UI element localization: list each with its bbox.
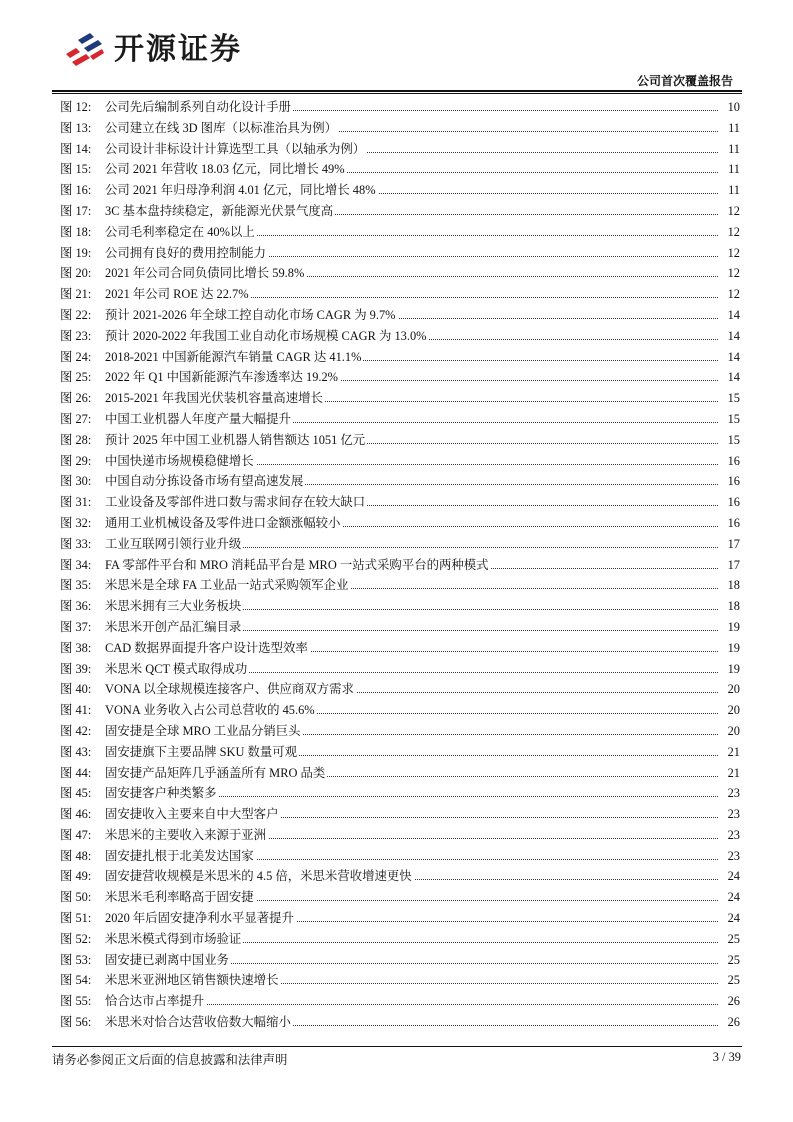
- toc-figure-number: 图 22:: [60, 307, 92, 322]
- toc-entry[interactable]: [60, 451, 740, 472]
- toc-figure-number: 图 48:: [60, 848, 92, 863]
- toc-figure-number: 图 41:: [60, 703, 92, 718]
- toc-figure-title[interactable]: VONA 业务收入占公司总营收的 45.6%: [105, 700, 317, 721]
- toc-entry[interactable]: [60, 222, 740, 243]
- toc-figure-number: 图 33:: [60, 536, 92, 551]
- toc-page-number: 15: [718, 409, 740, 430]
- toc-page-number: 12: [718, 243, 740, 264]
- toc-figure-number: 图 19:: [60, 245, 92, 260]
- toc-page-number: 24: [718, 887, 740, 908]
- toc-page-number: 23: [718, 825, 740, 846]
- toc-figure-number: 图 15:: [60, 162, 92, 177]
- toc-entry[interactable]: [60, 97, 740, 118]
- toc-entry[interactable]: [60, 347, 740, 368]
- toc-page-number: 25: [718, 970, 740, 991]
- toc-figure-title[interactable]: 米思米模式得到市场验证: [105, 929, 243, 950]
- toc-figure-number: 图 44:: [60, 765, 92, 780]
- toc-entry[interactable]: [60, 679, 740, 700]
- toc-page-number: 26: [718, 1012, 740, 1033]
- toc-entry[interactable]: [60, 742, 740, 763]
- toc-entry[interactable]: [60, 180, 740, 201]
- toc-entry[interactable]: [60, 263, 740, 284]
- toc-figure-title[interactable]: 中国快递市场规模稳健增长: [105, 451, 256, 472]
- toc-page-number: 23: [718, 783, 740, 804]
- toc-page-number: 21: [718, 763, 740, 784]
- toc-figure-title[interactable]: 2020 年后固安捷净利水平显著提升: [105, 908, 296, 929]
- toc-entry[interactable]: [60, 305, 740, 326]
- toc-page-number: 19: [718, 659, 740, 680]
- toc-figure-title[interactable]: 公司建立在线 3D 图库（以标准治具为例）: [105, 118, 339, 139]
- toc-figure-number: 图 53:: [60, 952, 92, 967]
- toc-figure-number: 图 26:: [60, 391, 92, 406]
- toc-page-number: 14: [718, 326, 740, 347]
- toc-figure-title[interactable]: 中国自动分拣设备市场有望高速发展: [105, 471, 305, 492]
- toc-page-number: 17: [718, 555, 740, 576]
- toc-entry[interactable]: [60, 804, 740, 825]
- toc-page-number: 25: [718, 929, 740, 950]
- toc-figure-number: 图 35:: [60, 578, 92, 593]
- toc-page-number: 18: [718, 575, 740, 596]
- toc-entry[interactable]: [60, 763, 740, 784]
- toc-entry[interactable]: [60, 721, 740, 742]
- toc-page-number: 14: [718, 347, 740, 368]
- brand-logo: [62, 28, 282, 72]
- header-divider: [52, 90, 742, 92]
- toc-figure-number: 图 55:: [60, 994, 92, 1009]
- toc-figure-number: 图 49:: [60, 869, 92, 884]
- toc-figure-number: 图 13:: [60, 120, 92, 135]
- toc-figure-number: 图 50:: [60, 890, 92, 905]
- toc-figure-title[interactable]: 通用工业机械设备及零件进口金额涨幅较小: [105, 513, 342, 534]
- toc-figure-title[interactable]: 固安捷营收规模是米思米的 4.5 倍，米思米营收增速更快: [105, 866, 414, 887]
- toc-entry[interactable]: [60, 825, 740, 846]
- figure-table-of-contents: [60, 97, 740, 1033]
- toc-page-number: 24: [718, 866, 740, 887]
- toc-page-number: 21: [718, 742, 740, 763]
- toc-page-number: 12: [718, 263, 740, 284]
- toc-figure-title[interactable]: 公司毛利率稳定在 40%以上: [105, 222, 257, 243]
- toc-figure-number: 图 29:: [60, 453, 92, 468]
- toc-figure-title[interactable]: 米思米开创产品汇编目录: [105, 617, 243, 638]
- toc-entry[interactable]: [60, 866, 740, 887]
- toc-figure-number: 图 37:: [60, 619, 92, 634]
- toc-figure-number: 图 32:: [60, 515, 92, 530]
- toc-figure-title[interactable]: 工业设备及零部件进口数与需求间存在较大缺口: [105, 492, 367, 513]
- toc-page-number: 16: [718, 513, 740, 534]
- toc-figure-title[interactable]: 米思米拥有三大业务板块: [105, 596, 243, 617]
- toc-figure-number: 图 20:: [60, 266, 92, 281]
- toc-figure-number: 图 27:: [60, 411, 92, 426]
- toc-figure-number: 图 43:: [60, 744, 92, 759]
- toc-page-number: 19: [718, 617, 740, 638]
- toc-figure-number: 图 46:: [60, 807, 92, 822]
- toc-figure-number: 图 24:: [60, 349, 92, 364]
- toc-figure-number: 图 21:: [60, 287, 92, 302]
- toc-entry[interactable]: [60, 555, 740, 576]
- toc-entry[interactable]: [60, 575, 740, 596]
- toc-page-number: 14: [718, 367, 740, 388]
- toc-entry[interactable]: [60, 617, 740, 638]
- toc-entry[interactable]: [60, 991, 740, 1012]
- toc-figure-title[interactable]: 固安捷客户种类繁多: [105, 783, 219, 804]
- toc-figure-title[interactable]: CAD 数据界面提升客户设计选型效率: [105, 638, 310, 659]
- toc-page-number: 23: [718, 804, 740, 825]
- toc-page-number: 23: [718, 846, 740, 867]
- toc-entry[interactable]: [60, 950, 740, 971]
- toc-figure-number: 图 17:: [60, 203, 92, 218]
- toc-entry[interactable]: [60, 929, 740, 950]
- toc-figure-title[interactable]: 米思米 QCT 模式取得成功: [105, 659, 249, 680]
- toc-entry[interactable]: [60, 596, 740, 617]
- toc-page-number: 12: [718, 201, 740, 222]
- toc-entry[interactable]: [60, 159, 740, 180]
- toc-page-number: 24: [718, 908, 740, 929]
- toc-entry[interactable]: [60, 409, 740, 430]
- toc-figure-title[interactable]: 2021 年公司合同负债同比增长 59.8%: [105, 263, 306, 284]
- toc-figure-number: 图 23:: [60, 328, 92, 343]
- toc-entry[interactable]: [60, 139, 740, 160]
- toc-figure-number: 图 12:: [60, 100, 92, 114]
- toc-page-number: 11: [718, 139, 740, 160]
- toc-figure-title[interactable]: 米思米的主要收入来源于亚洲: [105, 825, 268, 846]
- toc-page-number: 12: [718, 222, 740, 243]
- toc-figure-title[interactable]: 公司 2021 年营收 18.03 亿元，同比增长 49%: [105, 159, 347, 180]
- toc-figure-title[interactable]: 公司先后编制系列自动化设计手册: [105, 97, 293, 118]
- toc-entry[interactable]: [60, 118, 740, 139]
- toc-entry[interactable]: [60, 388, 740, 409]
- toc-figure-number: 图 47:: [60, 827, 92, 842]
- toc-figure-title[interactable]: 中国工业机器人年度产量大幅提升: [105, 409, 293, 430]
- toc-figure-number: 图 39:: [60, 661, 92, 676]
- toc-page-number: 20: [718, 721, 740, 742]
- toc-figure-number: 图 14:: [60, 141, 92, 156]
- toc-figure-title[interactable]: 公司拥有良好的费用控制能力: [105, 243, 268, 264]
- toc-entry[interactable]: [60, 908, 740, 929]
- toc-figure-title[interactable]: FA 零部件平台和 MRO 消耗品平台是 MRO 一站式采购平台的两种模式: [105, 555, 491, 576]
- toc-entry[interactable]: [60, 367, 740, 388]
- toc-figure-number: 图 31:: [60, 495, 92, 510]
- toc-entry[interactable]: [60, 700, 740, 721]
- toc-page-number: 20: [718, 700, 740, 721]
- page-header: [0, 0, 793, 92]
- toc-page-number: 25: [718, 950, 740, 971]
- toc-entry[interactable]: [60, 534, 740, 555]
- toc-figure-number: 图 34:: [60, 557, 92, 572]
- toc-figure-title[interactable]: 固安捷旗下主要品牌 SKU 数量可观: [105, 742, 299, 763]
- toc-figure-number: 图 28:: [60, 432, 92, 447]
- toc-page-number: 11: [718, 180, 740, 201]
- toc-page-number: 18: [718, 596, 740, 617]
- toc-figure-title[interactable]: 恰合达市占率提升: [105, 991, 206, 1012]
- toc-figure-number: 图 51:: [60, 911, 92, 926]
- toc-figure-number: 图 42:: [60, 723, 92, 738]
- toc-figure-title[interactable]: 公司 2021 年归母净利润 4.01 亿元，同比增长 48%: [105, 180, 378, 201]
- toc-entry[interactable]: [60, 638, 740, 659]
- toc-figure-number: 图 36:: [60, 599, 92, 614]
- brand-logo-mark-icon: [62, 28, 106, 72]
- toc-page-number: 11: [718, 118, 740, 139]
- toc-entry[interactable]: [60, 659, 740, 680]
- footer-disclaimer: 请务必参阅正文后面的信息披露和法律声明: [52, 1052, 288, 1067]
- toc-page-number: 17: [718, 534, 740, 555]
- toc-page-number: 11: [718, 159, 740, 180]
- toc-figure-title[interactable]: 预计 2025 年中国工业机器人销售额达 1051 亿元: [105, 430, 367, 451]
- toc-figure-title[interactable]: 固安捷扎根于北美发达国家: [105, 846, 256, 867]
- toc-entry[interactable]: [60, 846, 740, 867]
- toc-page-number: 10: [718, 97, 740, 118]
- toc-figure-title[interactable]: 米思米亚洲地区销售额快速增长: [105, 970, 280, 991]
- toc-figure-title[interactable]: 2015-2021 年我国光伏装机容量高速增长: [105, 388, 325, 409]
- toc-entry[interactable]: [60, 492, 740, 513]
- toc-entry[interactable]: [60, 201, 740, 222]
- toc-page-number: 16: [718, 471, 740, 492]
- toc-figure-number: 图 38:: [60, 640, 92, 655]
- toc-figure-number: 图 52:: [60, 931, 92, 946]
- toc-figure-title[interactable]: 米思米对恰合达营收倍数大幅缩小: [105, 1012, 293, 1033]
- toc-figure-title[interactable]: 固安捷已剥离中国业务: [105, 950, 231, 971]
- toc-page-number: 15: [718, 430, 740, 451]
- toc-page-number: 26: [718, 991, 740, 1012]
- toc-figure-title[interactable]: 固安捷收入主要来自中大型客户: [105, 804, 280, 825]
- toc-figure-number: 图 16:: [60, 183, 92, 198]
- toc-entry[interactable]: [60, 471, 740, 492]
- toc-entry[interactable]: [60, 513, 740, 534]
- toc-entry[interactable]: [60, 284, 740, 305]
- page-number: 3 / 39: [712, 1050, 741, 1064]
- toc-figure-number: 图 54:: [60, 973, 92, 988]
- brand-name: 开源证券: [114, 32, 242, 67]
- toc-figure-title[interactable]: 公司设计非标设计计算选型工具（以轴承为例）: [105, 139, 367, 160]
- toc-figure-title[interactable]: 预计 2020-2022 年我国工业自动化市场规模 CAGR 为 13.0%: [105, 326, 428, 347]
- toc-figure-number: 图 56:: [60, 1015, 92, 1030]
- toc-entry[interactable]: [60, 430, 740, 451]
- toc-figure-number: 图 30:: [60, 474, 92, 489]
- toc-page-number: 15: [718, 388, 740, 409]
- toc-page-number: 12: [718, 284, 740, 305]
- toc-figure-number: 图 45:: [60, 786, 92, 801]
- toc-figure-title[interactable]: 2022 年 Q1 中国新能源汽车渗透率达 19.2%: [105, 367, 340, 388]
- toc-figure-number: 图 18:: [60, 224, 92, 239]
- toc-figure-title[interactable]: 米思米是全球 FA 工业品一站式采购领军企业: [105, 575, 350, 596]
- toc-entry[interactable]: [60, 887, 740, 908]
- toc-figure-title[interactable]: 2018-2021 中国新能源汽车销量 CAGR 达 41.1%: [105, 347, 363, 368]
- toc-entry[interactable]: [60, 1012, 740, 1033]
- toc-figure-title[interactable]: 固安捷产品矩阵几乎涵盖所有 MRO 品类: [105, 763, 327, 784]
- toc-figure-title[interactable]: 3C 基本盘持续稳定，新能源光伏景气度高: [105, 201, 335, 222]
- toc-figure-title[interactable]: 工业互联网引领行业升级: [105, 534, 243, 555]
- toc-figure-title[interactable]: 2021 年公司 ROE 达 22.7%: [105, 284, 251, 305]
- toc-entry[interactable]: [60, 243, 740, 264]
- header-divider-thin: [52, 93, 742, 94]
- toc-figure-title[interactable]: 固安捷是全球 MRO 工业品分销巨头: [105, 721, 303, 742]
- report-type-label: 公司首次覆盖报告: [636, 74, 733, 88]
- toc-figure-title[interactable]: 米思米毛利率略高于固安捷: [105, 887, 256, 908]
- toc-page-number: 16: [718, 492, 740, 513]
- toc-figure-title[interactable]: VONA 以全球规模连接客户、供应商双方需求: [105, 679, 356, 700]
- toc-figure-title[interactable]: 预计 2021-2026 年全球工控自动化市场 CAGR 为 9.7%: [105, 305, 398, 326]
- toc-entry[interactable]: [60, 970, 740, 991]
- footer-divider: [52, 1046, 742, 1047]
- toc-page-number: 16: [718, 451, 740, 472]
- toc-entry[interactable]: [60, 783, 740, 804]
- toc-entry[interactable]: [60, 326, 740, 347]
- toc-page-number: 20: [718, 679, 740, 700]
- toc-page-number: 19: [718, 638, 740, 659]
- toc-figure-number: 图 25:: [60, 370, 92, 385]
- toc-figure-number: 图 40:: [60, 682, 92, 697]
- toc-page-number: 14: [718, 305, 740, 326]
